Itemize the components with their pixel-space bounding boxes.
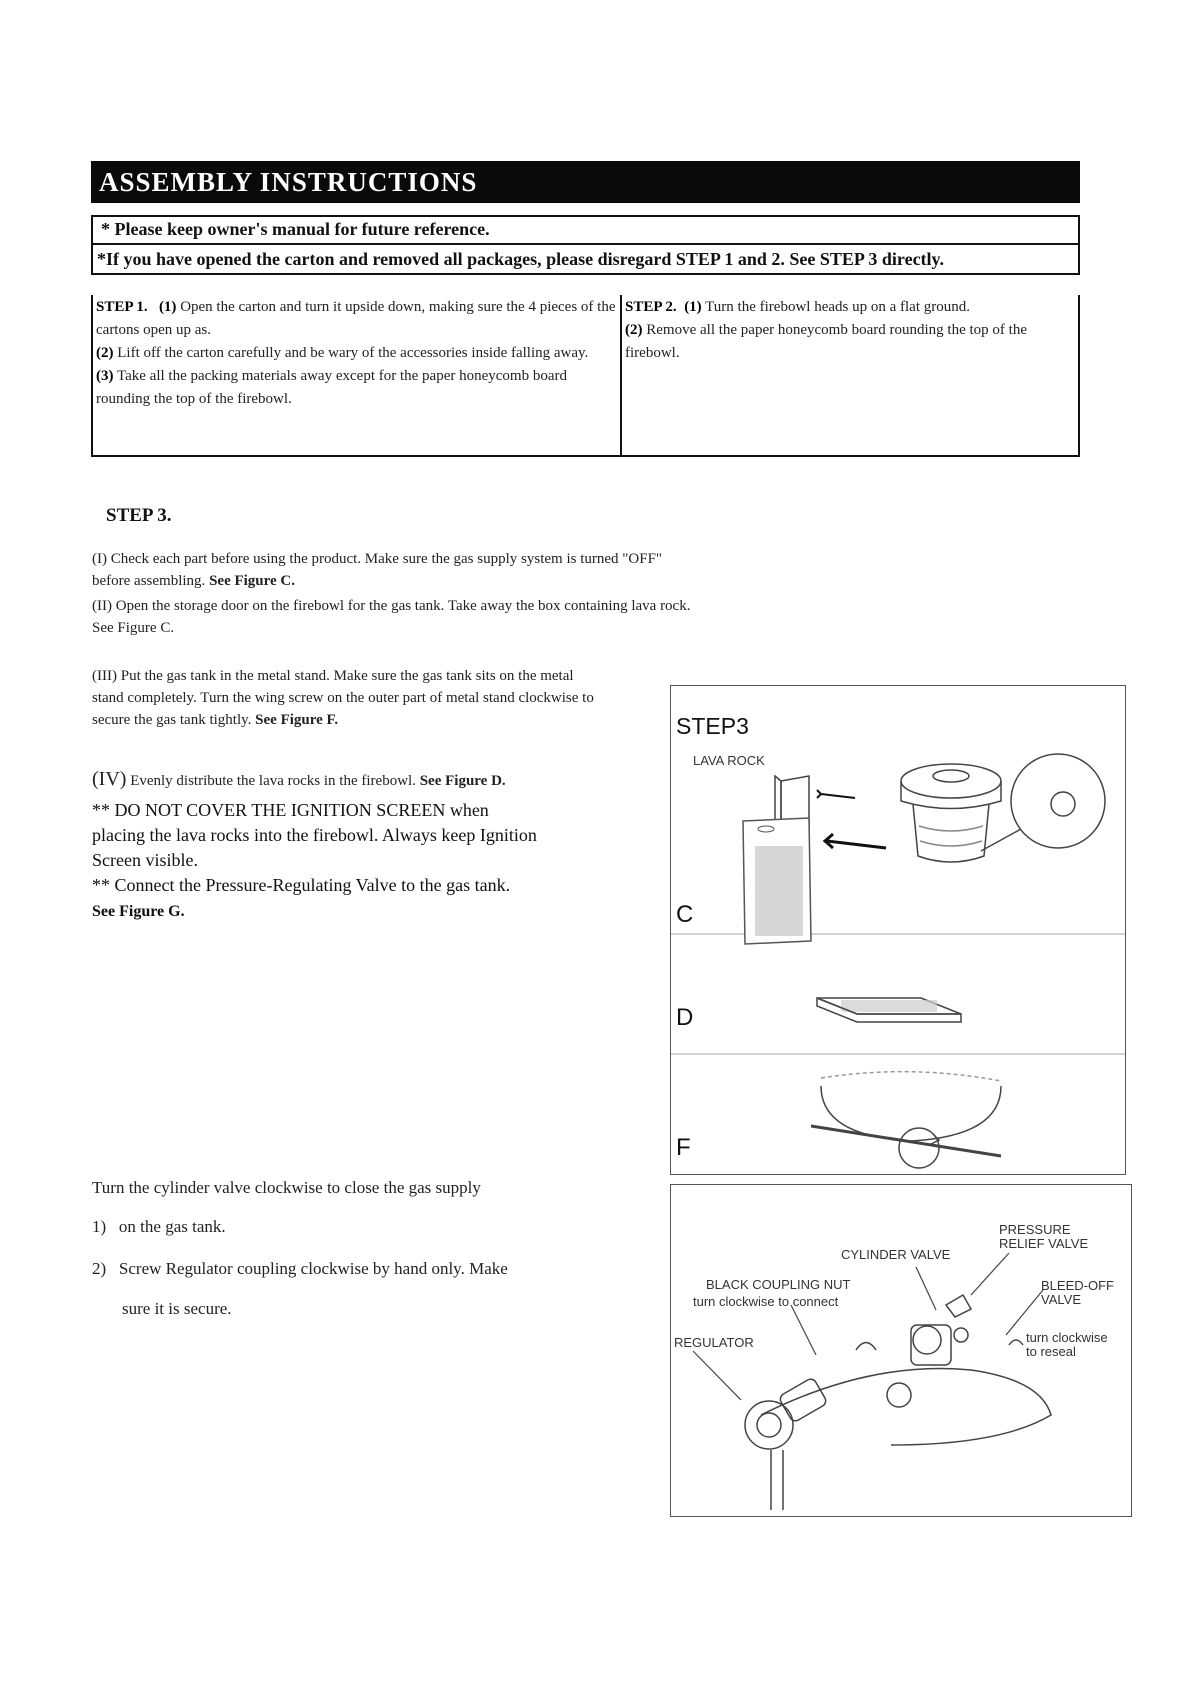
step2-cell <box>622 295 1078 455</box>
connect-warning-ref: See Figure G. <box>92 903 185 920</box>
step3-heading: STEP 3. <box>106 505 172 526</box>
step1-item3: Take all the packing materials away except for the paper honeycomb board rounding the top of the firebowl. <box>96 368 567 407</box>
figure-c-letter: C <box>676 901 694 928</box>
valve-item-2 <box>92 1258 692 1280</box>
rotate-arrow-icon <box>856 1343 876 1351</box>
step3-iii-ref: See Figure F. <box>255 712 339 728</box>
valve-intro: Turn the cylinder valve clockwise to close the gas supply <box>92 1178 481 1197</box>
note-keep-manual: * Please keep owner's manual for future reference. <box>93 217 1078 245</box>
tank-stand-icon <box>811 1072 1001 1168</box>
valve-item-2-text: Screw Regulator coupling clockwise by hand only. Make <box>118 1259 508 1278</box>
figure-step-label: STEP3 <box>676 713 749 739</box>
reseal-label: turn clockwise to reseal <box>1026 1330 1108 1359</box>
coupling-hint-label: turn clockwise to connect <box>693 1294 839 1309</box>
firebowl-icon <box>901 764 1001 862</box>
connect-warning <box>92 873 562 924</box>
regulator-icon <box>745 1368 1051 1510</box>
notes-box <box>91 215 1080 275</box>
page-title: ASSEMBLY INSTRUCTIONS <box>91 161 1080 203</box>
figure-panel-regulator <box>670 1184 1132 1517</box>
cylinder-valve-label: CYLINDER VALVE <box>841 1247 951 1262</box>
sealing-cap-icon <box>887 1383 911 1407</box>
step3-iii-text: (III) Put the gas tank in the metal stand. Make sure the gas tank sits on the metal stand completely. Turn the wing screw on the outer part of metal stand clockwise to secure the gas tank tightly. <box>92 668 594 728</box>
valve-item-2-cont: sure it is secure. <box>122 1299 232 1318</box>
connect-warning-text: ** Connect the Pressure-Regulating Valve to the gas tank. <box>92 875 511 895</box>
pressure-relief-label: PRESSURE RELIEF VALVE <box>999 1222 1089 1251</box>
valve-item-1-text: on the gas tank. <box>118 1217 226 1236</box>
step2-label: STEP 2. <box>625 299 677 315</box>
lava-rock-bag-icon <box>743 818 811 944</box>
step3-item-iv <box>92 768 652 792</box>
arrow-icon <box>821 794 855 798</box>
step1-item2-num: (2) <box>96 345 114 361</box>
step1-cell <box>93 295 622 455</box>
lava-tray-icon <box>817 998 961 1022</box>
step3-i-ref: See Figure C. <box>209 573 296 589</box>
step3-item-ii: (II) Open the storage door on the firebowl for the gas tank. Take away the box containing lava rock. See Figure C. <box>92 598 691 636</box>
cylinder-valve-icon <box>911 1295 971 1365</box>
arrow-icon-2 <box>827 841 886 848</box>
step3-i-text: (I) Check each part before using the product. Make sure the gas supply system is turned "OFF" before assembling. <box>92 551 663 589</box>
reseal-arrow-icon <box>1009 1340 1023 1345</box>
step1-item3-num: (3) <box>96 368 114 384</box>
figure-f-letter: F <box>676 1134 691 1161</box>
lava-rock-label: LAVA ROCK <box>693 753 765 768</box>
valve-item-1 <box>92 1216 692 1238</box>
coupling-nut-label: BLACK COUPLING NUT <box>706 1277 851 1292</box>
step1-label: STEP 1. <box>96 299 148 315</box>
ignition-warning: ** DO NOT COVER THE IGNITION SCREEN when placing the lava rocks into the firebowl. Always keep Ignition Screen visible. <box>92 800 537 870</box>
step2-item1: Turn the firebowl heads up on a flat ground. <box>705 299 970 315</box>
step1-item1-num: (1) <box>158 299 177 315</box>
step3-iv-text: Evenly distribute the lava rocks in the firebowl. <box>130 773 416 789</box>
bleed-off-label: BLEED-OFF VALVE <box>1041 1278 1114 1307</box>
step3-item-iii <box>92 665 602 731</box>
note-opened-carton: *If you have opened the carton and removed all packages, please disregard STEP 1 and 2. See STEP 3 directly. <box>97 249 945 269</box>
figure-cdf-drawing <box>671 686 1125 1174</box>
steps-table <box>91 295 1080 457</box>
step3-item-i <box>92 548 692 592</box>
valve-item-2-num: 2) <box>92 1259 107 1278</box>
step3-iv-ref: See Figure D. <box>419 773 506 789</box>
step2-item2-num: (2) <box>625 322 643 338</box>
valve-item-1-num: 1) <box>92 1217 107 1236</box>
step2-item2: Remove all the paper honeycomb board rounding the top of the firebowl. <box>625 322 1027 361</box>
step3-iv-num: (IV) <box>92 768 127 790</box>
leader-lines <box>693 1253 1043 1400</box>
figure-panel-cdf <box>670 685 1126 1175</box>
regulator-drawing <box>671 1185 1131 1516</box>
magnifier-detail-icon <box>981 754 1105 851</box>
step1-item2: Lift off the carton carefully and be wary of the accessories inside falling away. <box>117 345 589 361</box>
step2-item1-num: (1) <box>684 299 702 315</box>
step1-item1: Open the carton and turn it upside down, making sure the 4 pieces of the cartons open up as. <box>96 299 616 338</box>
figure-d-letter: D <box>676 1004 694 1031</box>
regulator-label: REGULATOR <box>674 1335 754 1350</box>
